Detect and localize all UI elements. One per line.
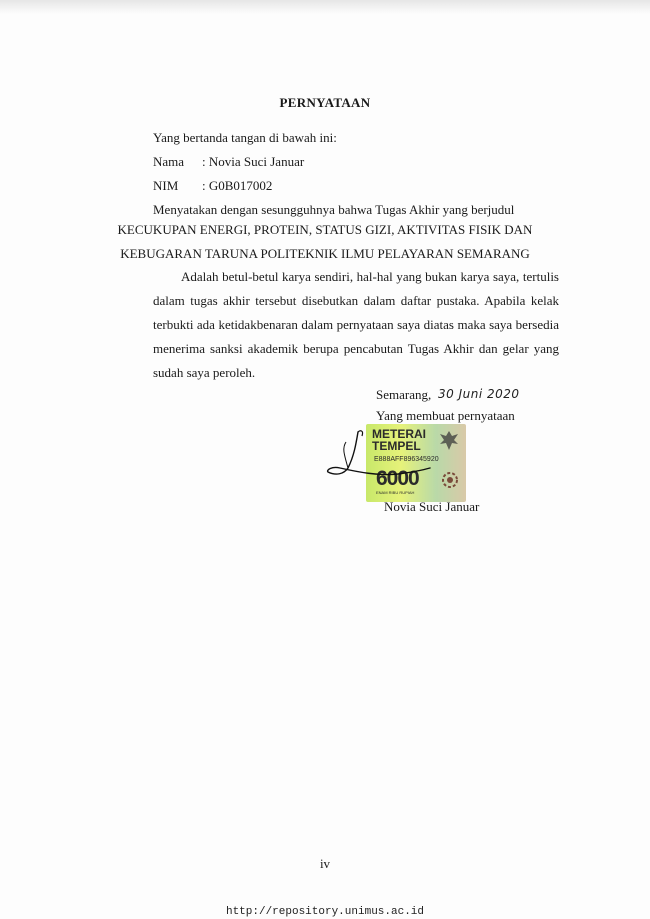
page-number: iv	[319, 856, 331, 871]
intro-text: Yang bertanda tangan di bawah ini:	[153, 130, 337, 145]
stamp-serial: E888AFF896345920	[374, 456, 439, 463]
stamp-small-text: ENAM RIBU RUPIAH	[376, 490, 415, 495]
stamp-header: METERAI TEMPEL	[372, 427, 426, 453]
declaration-paragraph: Adalah betul-betul karya sendiri, hal-hal yang bukan karya saya, tertulis dalam tugas akhir tersebut disebutkan dalam daftar pustaka. Apabila kelak terbukti ada ketidakbenaran dalam pernyataan saya diatas maka saya bersedia menerima sanksi akademik berupa pencabutan Tugas Akhir dan gelar yang sudah saya peroleh.	[153, 269, 559, 380]
nim-value: : G0B017002	[202, 178, 273, 193]
signer-role: Yang membuat pernyataan	[376, 408, 515, 423]
place-text: Semarang,	[376, 387, 432, 402]
name-label: Nama	[153, 154, 185, 169]
handwritten-date: 30 Juni 2020	[438, 387, 520, 401]
stamp-value: 6000	[376, 467, 419, 490]
nim-label: NIM	[153, 178, 179, 193]
repository-url[interactable]: http://repository.unimus.ac.id	[225, 906, 425, 918]
statement-text: Menyatakan dengan sesungguhnya bahwa Tugas Akhir yang berjudul	[153, 202, 515, 217]
thesis-title-line1: KECUKUPAN ENERGI, PROTEIN, STATUS GIZI, AKTIVITAS FISIK DAN	[117, 222, 533, 237]
stamp-seal-icon	[440, 470, 460, 490]
garuda-emblem-icon	[436, 428, 462, 454]
page-title: PERNYATAAN	[279, 95, 371, 110]
signature-icon	[318, 424, 438, 494]
signer-name: Novia Suci Januar	[384, 499, 480, 514]
scan-shadow	[0, 0, 650, 14]
thesis-title-line2: KEBUGARAN TARUNA POLITEKNIK ILMU PELAYARAN SEMARANG	[120, 246, 530, 261]
name-value: : Novia Suci Januar	[202, 154, 305, 169]
